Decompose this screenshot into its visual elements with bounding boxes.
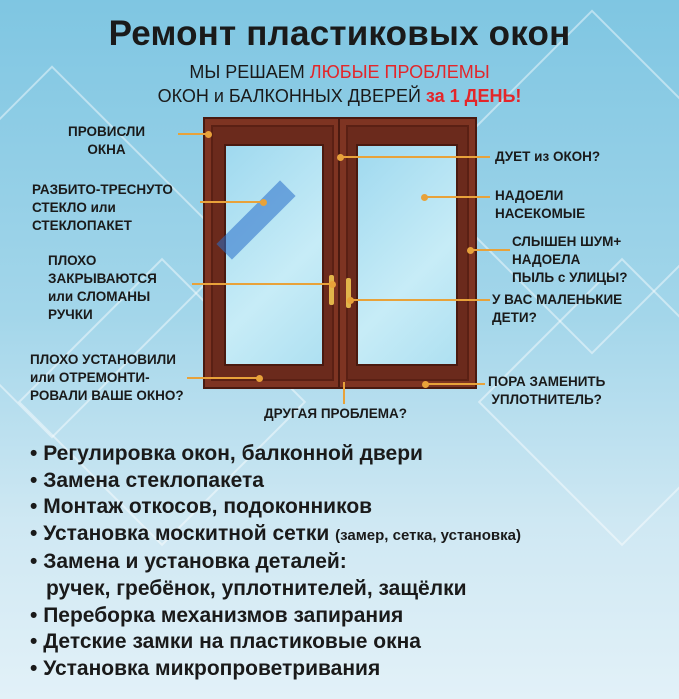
callout-text: НАДОЕЛА xyxy=(512,252,581,267)
list-item: • Установка микропроветривания xyxy=(30,656,381,680)
callout-children xyxy=(492,291,622,327)
callout-text: ДУЕТ из ОКОН? xyxy=(495,149,601,164)
list-item: • Монтаж откосов, подоконников xyxy=(30,495,373,519)
callout-text: РАЗБИТО-ТРЕСНУТО xyxy=(32,182,173,197)
callout-text: РУЧКИ xyxy=(48,307,93,322)
callout-text: ДЕТИ? xyxy=(492,310,537,325)
subtitle-text: МЫ РЕШАЕМ xyxy=(189,62,310,82)
services-list xyxy=(30,441,521,682)
callout-text: НАСЕКОМЫЕ xyxy=(495,206,586,221)
callout-seal-replacement xyxy=(488,373,605,409)
callout-text: УПЛОТНИТЕЛЬ? xyxy=(491,392,602,407)
callout-text: СТЕКЛО или xyxy=(32,200,116,215)
callout-text: ПЛОХО УСТАНОВИЛИ xyxy=(30,352,176,367)
callout-text: ОКНА xyxy=(87,142,126,157)
callout-text: или ОТРЕМОНТИ- xyxy=(30,370,150,385)
page-title: Ремонт пластиковых окон xyxy=(108,14,571,53)
callout-text: ПЛОХО xyxy=(48,253,97,268)
callout-text: ПЫЛЬ с УЛИЦЫ? xyxy=(512,270,628,285)
subtitle-line-1 xyxy=(0,62,679,83)
callout-text: или СЛОМАНЫ xyxy=(48,289,151,304)
callout-text: У ВАС МАЛЕНЬКИЕ xyxy=(492,292,623,307)
list-item: • Замена стеклопакета xyxy=(30,468,264,492)
callout-text: ЗАКРЫВАЮТСЯ xyxy=(48,271,157,286)
handle-icon xyxy=(346,278,351,308)
subtitle-highlight: за 1 ДЕНЬ! xyxy=(425,86,522,106)
callout-text: ПОРА ЗАМЕНИТЬ xyxy=(488,374,606,389)
list-item: • Замена и установка деталей: xyxy=(30,550,347,574)
callout-other-problem: ДРУГАЯ ПРОБЛЕМА? xyxy=(264,406,407,421)
callout-text: ПРОВИСЛИ xyxy=(68,124,146,139)
subtitle-line-2 xyxy=(0,86,679,107)
list-item: • Регулировка окон, балконной двери xyxy=(30,442,423,465)
callout-text: СТЕКЛОПАКЕТ xyxy=(32,218,132,233)
callout-bad-installation xyxy=(30,351,184,405)
callout-drafts xyxy=(495,148,600,166)
subtitle-text: ОКОН и БАЛКОННЫХ ДВЕРЕЙ xyxy=(157,86,426,106)
subtitle-highlight: ЛЮБЫЕ ПРОБЛЕМЫ xyxy=(309,62,490,82)
callout-text: СЛЫШЕН ШУМ+ xyxy=(512,234,622,249)
callout-text: РОВАЛИ ВАШЕ ОКНО? xyxy=(30,388,184,403)
callout-noise-dust xyxy=(512,233,628,287)
callout-text: НАДОЕЛИ xyxy=(495,188,564,203)
list-item: • Детские замки на пластиковые окна xyxy=(30,630,421,654)
handle-icon xyxy=(329,275,334,305)
callout-insects xyxy=(495,187,585,223)
list-item: • Переборка механизмов запирания xyxy=(30,603,404,627)
callout-broken-glass xyxy=(32,181,173,235)
list-item: • Установка москитной сетки (замер, сетка, установка) xyxy=(30,521,521,545)
list-item-continuation: ручек, гребёнок, уплотнителей, защёлки xyxy=(46,576,467,600)
callout-sagging-windows xyxy=(68,123,145,159)
callout-broken-handles xyxy=(48,252,157,324)
